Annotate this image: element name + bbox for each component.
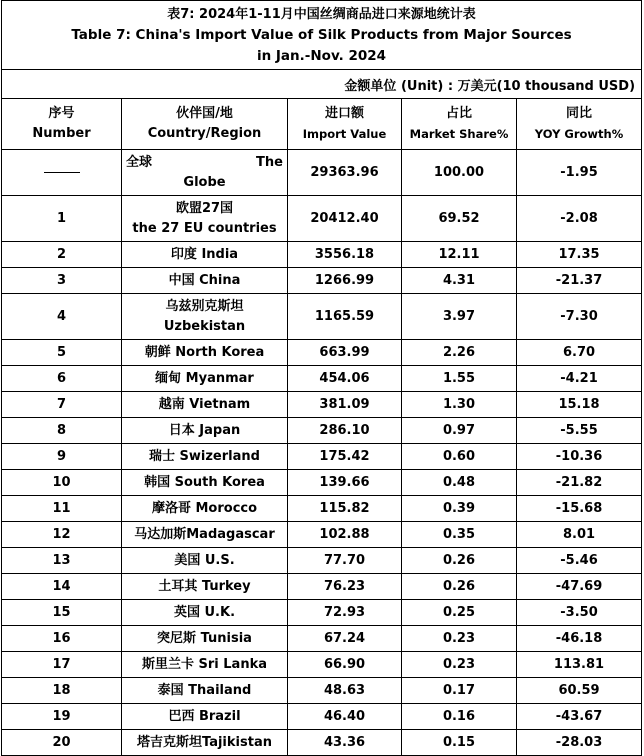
row-yoy-growth: -5.55 bbox=[517, 418, 642, 444]
table-row bbox=[2, 418, 642, 444]
header-number bbox=[2, 99, 122, 150]
row-market-share: 0.26 bbox=[402, 574, 517, 600]
row-market-share: 3.97 bbox=[402, 294, 517, 340]
row-country bbox=[122, 470, 288, 496]
table-row bbox=[2, 496, 642, 522]
row-country-label: 印度 India bbox=[170, 246, 239, 262]
header-row bbox=[2, 99, 642, 150]
globe-country-cn: 全球 bbox=[126, 154, 153, 170]
eu-yoy: -2.08 bbox=[517, 196, 642, 242]
table-row bbox=[2, 574, 642, 600]
row-import-value: 115.82 bbox=[288, 496, 402, 522]
row-import-value: 3556.18 bbox=[288, 242, 402, 268]
row-market-share: 0.15 bbox=[402, 730, 517, 756]
row-number: 19 bbox=[2, 704, 122, 730]
row-country bbox=[122, 242, 288, 268]
row-number: 17 bbox=[2, 652, 122, 678]
row-number: 11 bbox=[2, 496, 122, 522]
globe-country-en-a: The bbox=[256, 154, 283, 170]
row-country-label: 缅甸 Myanmar bbox=[155, 370, 254, 386]
row-import-value: 46.40 bbox=[288, 704, 402, 730]
header-country bbox=[122, 99, 288, 150]
header-yoy bbox=[517, 99, 642, 150]
row-country bbox=[122, 600, 288, 626]
unit-label: 金额单位 (Unit) : 万美元(10 thousand USD) bbox=[2, 70, 642, 99]
row-yoy-growth: 6.70 bbox=[517, 340, 642, 366]
table-row bbox=[2, 626, 642, 652]
row-yoy-growth: -7.30 bbox=[517, 294, 642, 340]
row-yoy-growth: -46.18 bbox=[517, 626, 642, 652]
title-cn: 表7: 2024年1-11月中国丝绸商品进口来源地统计表 bbox=[167, 7, 476, 22]
row-country bbox=[122, 392, 288, 418]
table-row bbox=[2, 600, 642, 626]
row-yoy-growth: -3.50 bbox=[517, 600, 642, 626]
row-import-value: 454.06 bbox=[288, 366, 402, 392]
row-import-value: 72.93 bbox=[288, 600, 402, 626]
globe-share: 100.00 bbox=[402, 150, 517, 196]
row-market-share: 0.39 bbox=[402, 496, 517, 522]
eu-country-line2: the 27 EU countries bbox=[132, 220, 277, 236]
row-market-share: 0.60 bbox=[402, 444, 517, 470]
table-row bbox=[2, 522, 642, 548]
row-import-value: 286.10 bbox=[288, 418, 402, 444]
dash-mark bbox=[44, 172, 80, 173]
row-market-share: 2.26 bbox=[402, 340, 517, 366]
row-market-share: 0.23 bbox=[402, 652, 517, 678]
row-country-label: 马达加斯Madagascar bbox=[134, 526, 275, 542]
header-yoy-en: YOY Growth% bbox=[534, 127, 624, 141]
globe-row bbox=[2, 150, 642, 196]
row-market-share: 0.17 bbox=[402, 678, 517, 704]
row-import-value: 67.24 bbox=[288, 626, 402, 652]
row-yoy-growth: -47.69 bbox=[517, 574, 642, 600]
header-yoy-cn: 同比 bbox=[566, 106, 593, 121]
globe-value: 29363.96 bbox=[288, 150, 402, 196]
row-country-label-2: Uzbekistan bbox=[163, 318, 246, 334]
title-en-line1: Table 7: China's Import Value of Silk Products from Major Sources bbox=[71, 27, 572, 43]
eu-number: 1 bbox=[2, 196, 122, 242]
table-row bbox=[2, 678, 642, 704]
title-row bbox=[2, 1, 642, 70]
globe-number bbox=[2, 150, 122, 196]
row-number: 12 bbox=[2, 522, 122, 548]
row-yoy-growth: 60.59 bbox=[517, 678, 642, 704]
row-country-label: 摩洛哥 Morocco bbox=[151, 500, 258, 516]
row-number: 4 bbox=[2, 294, 122, 340]
row-country-label: 乌兹别克斯坦 bbox=[165, 298, 244, 314]
row-market-share: 1.30 bbox=[402, 392, 517, 418]
row-country bbox=[122, 268, 288, 294]
row-country-label: 瑞士 Swizerland bbox=[149, 448, 260, 464]
row-import-value: 1165.59 bbox=[288, 294, 402, 340]
silk-import-table bbox=[1, 0, 642, 756]
row-number: 3 bbox=[2, 268, 122, 294]
row-market-share: 0.26 bbox=[402, 548, 517, 574]
header-market-share-en: Market Share% bbox=[409, 127, 509, 141]
row-country-label: 突尼斯 Tunisia bbox=[157, 630, 252, 646]
row-number: 5 bbox=[2, 340, 122, 366]
row-country-label: 塔吉克斯坦Tajikistan bbox=[137, 734, 272, 750]
row-country bbox=[122, 652, 288, 678]
header-import-value-cn: 进口额 bbox=[324, 106, 364, 121]
table-row bbox=[2, 444, 642, 470]
row-yoy-growth: -28.03 bbox=[517, 730, 642, 756]
row-number: 14 bbox=[2, 574, 122, 600]
row-yoy-growth: 8.01 bbox=[517, 522, 642, 548]
row-market-share: 12.11 bbox=[402, 242, 517, 268]
row-country bbox=[122, 522, 288, 548]
row-country-label: 朝鲜 North Korea bbox=[144, 344, 265, 360]
table-row bbox=[2, 366, 642, 392]
row-market-share: 0.25 bbox=[402, 600, 517, 626]
row-market-share: 0.48 bbox=[402, 470, 517, 496]
table-row bbox=[2, 548, 642, 574]
table-row bbox=[2, 242, 642, 268]
title-en-line2: in Jan.-Nov. 2024 bbox=[256, 48, 387, 64]
row-country bbox=[122, 730, 288, 756]
row-market-share: 1.55 bbox=[402, 366, 517, 392]
globe-yoy: -1.95 bbox=[517, 150, 642, 196]
row-yoy-growth: 17.35 bbox=[517, 242, 642, 268]
row-import-value: 77.70 bbox=[288, 548, 402, 574]
row-country bbox=[122, 678, 288, 704]
row-market-share: 0.16 bbox=[402, 704, 517, 730]
table-row bbox=[2, 730, 642, 756]
row-yoy-growth: -5.46 bbox=[517, 548, 642, 574]
row-import-value: 381.09 bbox=[288, 392, 402, 418]
row-number: 18 bbox=[2, 678, 122, 704]
row-market-share: 0.97 bbox=[402, 418, 517, 444]
row-import-value: 66.90 bbox=[288, 652, 402, 678]
row-country-label: 越南 Vietnam bbox=[158, 396, 251, 412]
unit-row bbox=[2, 70, 642, 99]
header-import-value-en: Import Value bbox=[302, 127, 387, 141]
row-yoy-growth: -15.68 bbox=[517, 496, 642, 522]
row-number: 10 bbox=[2, 470, 122, 496]
table-row bbox=[2, 470, 642, 496]
row-import-value: 43.36 bbox=[288, 730, 402, 756]
row-country bbox=[122, 444, 288, 470]
row-country-label: 日本 Japan bbox=[168, 422, 241, 438]
row-market-share: 4.31 bbox=[402, 268, 517, 294]
header-market-share bbox=[402, 99, 517, 150]
eu-row bbox=[2, 196, 642, 242]
row-country-label: 美国 U.S. bbox=[174, 552, 235, 568]
row-yoy-growth: -43.67 bbox=[517, 704, 642, 730]
row-country-label: 泰国 Thailand bbox=[157, 682, 252, 698]
row-number: 16 bbox=[2, 626, 122, 652]
row-yoy-growth: 113.81 bbox=[517, 652, 642, 678]
row-yoy-growth: -10.36 bbox=[517, 444, 642, 470]
row-country bbox=[122, 418, 288, 444]
row-yoy-growth: -21.37 bbox=[517, 268, 642, 294]
row-country-label: 斯里兰卡 Sri Lanka bbox=[141, 656, 267, 672]
eu-share: 69.52 bbox=[402, 196, 517, 242]
row-country-label: 韩国 South Korea bbox=[144, 474, 265, 490]
row-country bbox=[122, 574, 288, 600]
table-row bbox=[2, 652, 642, 678]
row-number: 20 bbox=[2, 730, 122, 756]
row-number: 13 bbox=[2, 548, 122, 574]
table-row bbox=[2, 268, 642, 294]
row-number: 8 bbox=[2, 418, 122, 444]
row-country bbox=[122, 340, 288, 366]
row-import-value: 1266.99 bbox=[288, 268, 402, 294]
globe-country bbox=[122, 150, 288, 196]
row-number: 9 bbox=[2, 444, 122, 470]
row-yoy-growth: -4.21 bbox=[517, 366, 642, 392]
header-country-en: Country/Region bbox=[147, 126, 262, 141]
eu-value: 20412.40 bbox=[288, 196, 402, 242]
row-country bbox=[122, 548, 288, 574]
row-import-value: 139.66 bbox=[288, 470, 402, 496]
page bbox=[1, 0, 643, 756]
eu-country-line1: 欧盟27国 bbox=[175, 200, 234, 216]
row-country bbox=[122, 704, 288, 730]
table-row bbox=[2, 294, 642, 340]
row-market-share: 0.35 bbox=[402, 522, 517, 548]
row-import-value: 663.99 bbox=[288, 340, 402, 366]
header-import-value bbox=[288, 99, 402, 150]
row-country-label: 土耳其 Turkey bbox=[158, 578, 251, 594]
table-row bbox=[2, 392, 642, 418]
row-import-value: 102.88 bbox=[288, 522, 402, 548]
row-market-share: 0.23 bbox=[402, 626, 517, 652]
row-country bbox=[122, 496, 288, 522]
header-number-cn: 序号 bbox=[48, 106, 75, 121]
row-yoy-growth: 15.18 bbox=[517, 392, 642, 418]
row-number: 6 bbox=[2, 366, 122, 392]
table-row bbox=[2, 704, 642, 730]
row-country bbox=[122, 366, 288, 392]
header-market-share-cn: 占比 bbox=[445, 106, 472, 121]
row-country-label: 巴西 Brazil bbox=[168, 708, 241, 724]
row-import-value: 48.63 bbox=[288, 678, 402, 704]
table-row bbox=[2, 340, 642, 366]
row-number: 7 bbox=[2, 392, 122, 418]
row-country bbox=[122, 294, 288, 340]
row-number: 15 bbox=[2, 600, 122, 626]
row-country-label: 中国 China bbox=[168, 272, 241, 288]
row-import-value: 76.23 bbox=[288, 574, 402, 600]
globe-country-en-b: Globe bbox=[183, 174, 226, 190]
table-title bbox=[2, 1, 642, 70]
header-number-en: Number bbox=[32, 126, 91, 141]
row-yoy-growth: -21.82 bbox=[517, 470, 642, 496]
row-country bbox=[122, 626, 288, 652]
row-number: 2 bbox=[2, 242, 122, 268]
row-import-value: 175.42 bbox=[288, 444, 402, 470]
header-country-cn: 伙伴国/地 bbox=[176, 106, 233, 121]
row-country-label: 英国 U.K. bbox=[173, 604, 236, 620]
eu-country bbox=[122, 196, 288, 242]
